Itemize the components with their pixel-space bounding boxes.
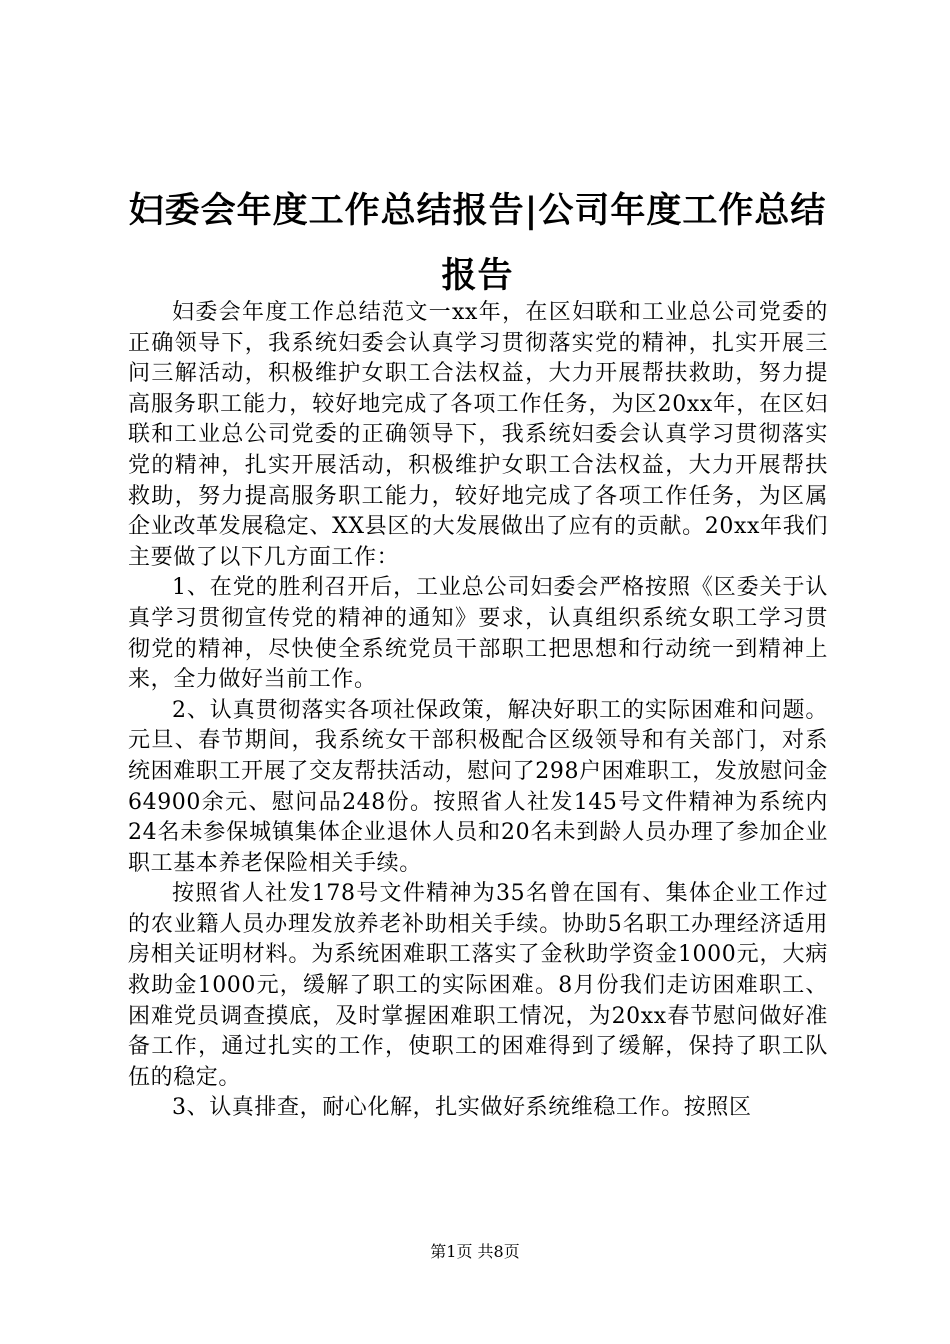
paragraph-intro: 妇委会年度工作总结范文一xx年，在区妇联和工业总公司党委的正确领导下，我系统妇委会认真学习贯彻落实党的精神，扎实开展三问三解活动，积极维护女职工合法权益，大力开展帮扶救助，努力提高服务职工能力，较好地完成了各项工作任务，为区20xx年，在区妇联和工业总公司党委的正确领导下，我系统妇委会认真学习贯彻落实党的精神，扎实开展活动，积极维护女职工合法权益，大力开展帮扶救助，努力提高服务职工能力，较好地完成了各项工作任务，为区属企业改革发展稳定、XX县区的大发展做出了应有的贡献。20xx年我们主要做了以下几方面工作： — [128, 300, 828, 570]
paragraph-item-3: 3、认真排查，耐心化解，扎实做好系统维稳工作。按照区 — [172, 1095, 752, 1121]
page-footer: 第1页 共8页 — [430, 1242, 520, 1261]
document-body — [128, 298, 828, 1124]
page-title: 妇委会年度工作总结报告|公司年度工作总结报告 — [128, 190, 827, 296]
paragraph-item-2: 2、认真贯彻落实各项社保政策，解决好职工的实际困难和问题。元旦、春节期间，我系统女干部积极配合区级领导和有关部门，对系统困难职工开展了交友帮扶活动，慰问了298户困难职工，发放慰问金64900余元、慰问品248份。按照省人社发145号文件精神为系统内24名未参保城镇集体企业退休人员和20名未到龄人员办理了参加企业职工基本养老保险相关手续。 — [128, 697, 828, 876]
paragraph-item-2-continued: 按照省人社发178号文件精神为35名曾在国有、集体企业工作过的农业籍人员办理发放养老补助相关手续。协助5名职工办理经济适用房相关证明材料。为系统困难职工落实了金秋助学资金1000元，大病救助金1000元，缓解了职工的实际困难。8月份我们走访困难职工、困难党员调查摸底，及时掌握困难职工情况，为20xx春节慰问做好准备工作，通过扎实的工作，使职工的困难得到了缓解，保持了职工队伍的稳定。 — [128, 881, 828, 1090]
paragraph-item-1: 1、在党的胜利召开后，工业总公司妇委会严格按照《区委关于认真学习贯彻宣传党的精神的通知》要求，认真组织系统女职工学习贯彻党的精神，尽快使全系统党员干部职工把思想和行动统一到精神上来，全力做好当前工作。 — [128, 575, 828, 693]
